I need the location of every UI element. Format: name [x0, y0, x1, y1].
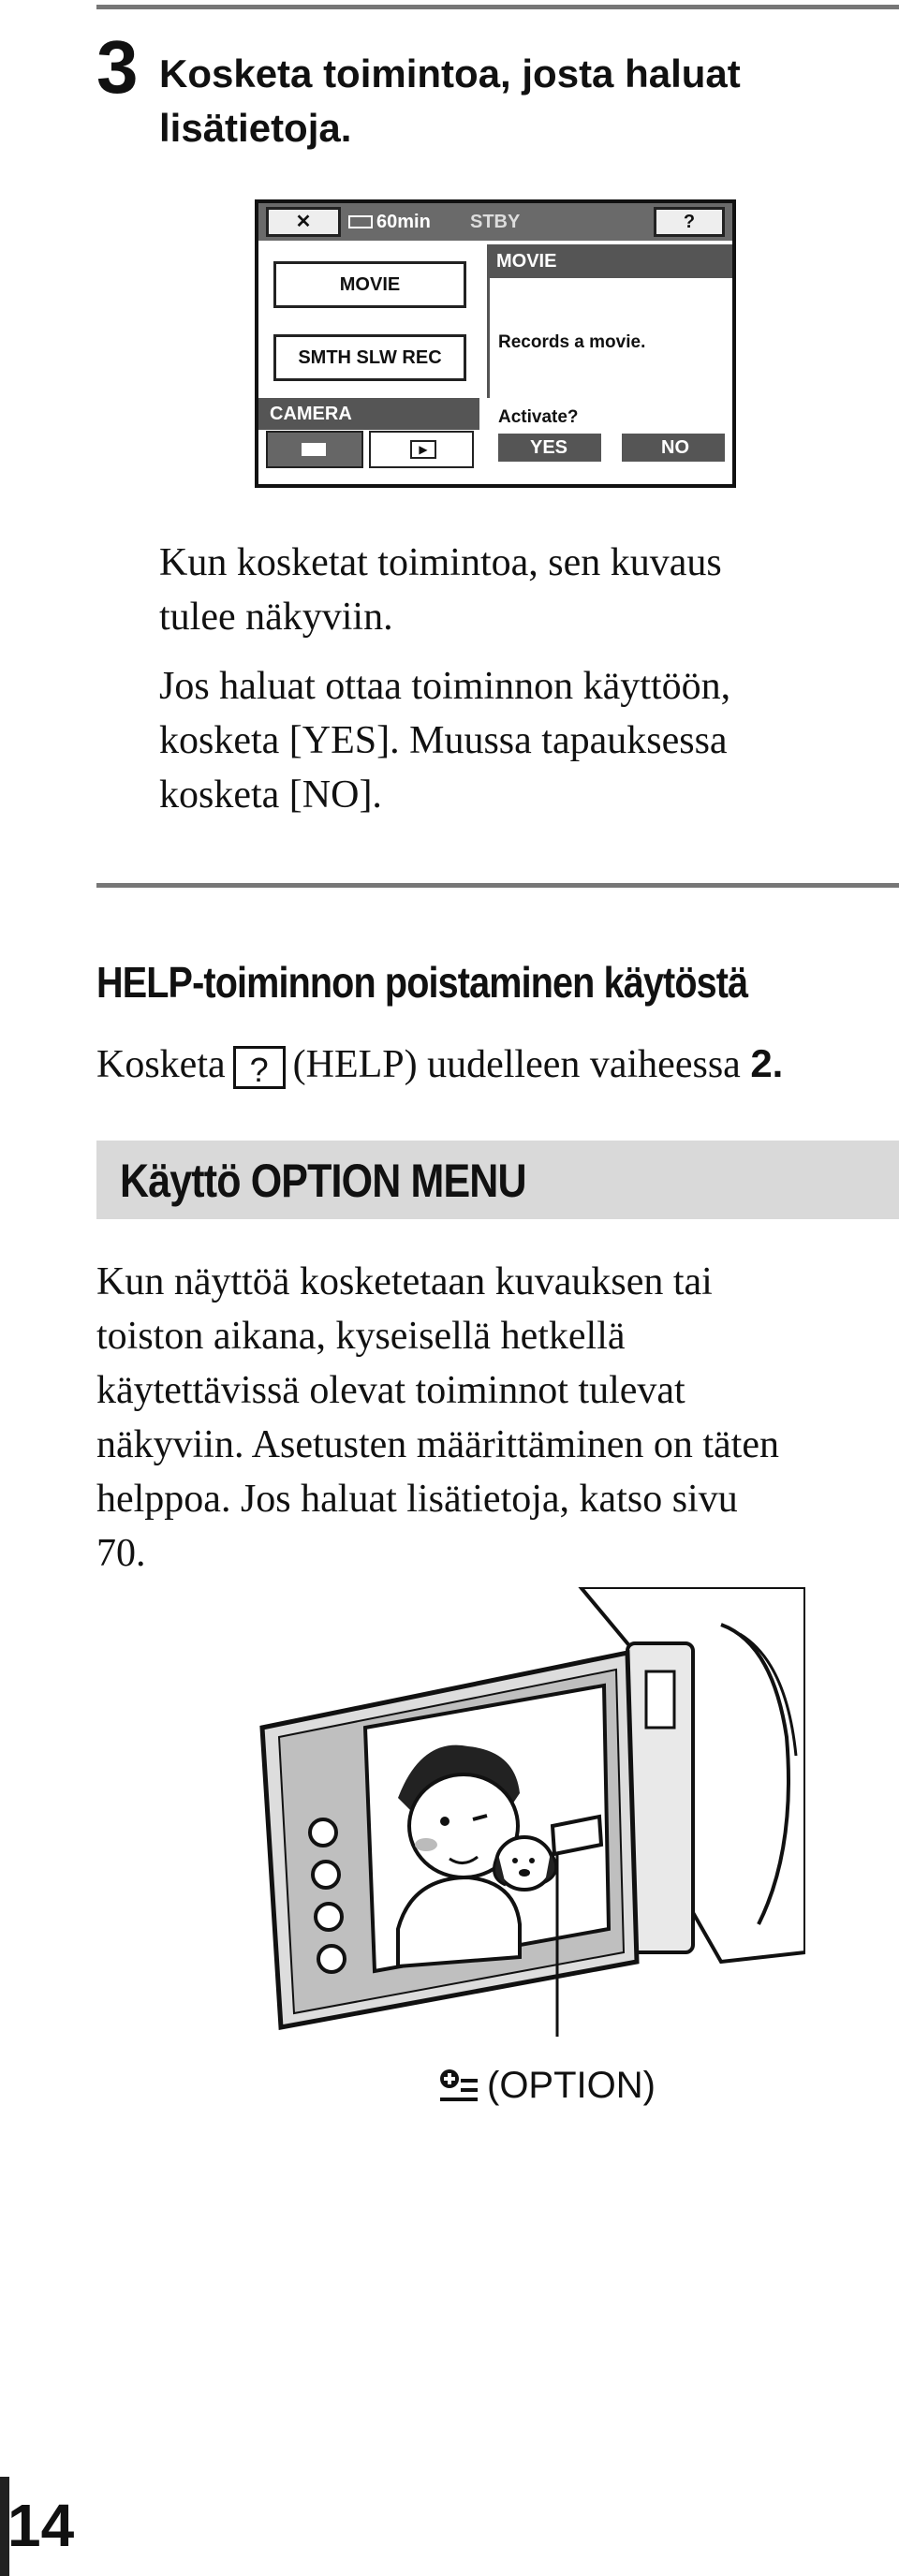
para-description — [159, 536, 722, 644]
panel-button-3 — [316, 1904, 342, 1930]
option-line4: näkyviin. Asetusten määrittäminen on täten — [96, 1423, 779, 1466]
option-label — [440, 2065, 656, 2107]
option-line5: helppoa. Jos haluat lisätietoja, katso sivu — [96, 1478, 738, 1521]
step-title-line1: Kosketa toimintoa, josta haluat — [159, 52, 741, 96]
lcd-close-button[interactable]: ✕ — [266, 207, 341, 237]
playback-icon: ▶ — [410, 440, 436, 459]
para1-line2: tulee näkyviin. — [159, 596, 393, 639]
option-icon — [440, 2069, 479, 2105]
stby-label: STBY — [470, 212, 521, 232]
para-activate — [159, 659, 730, 822]
panel-button-2 — [313, 1862, 339, 1888]
lcd-movie-button[interactable]: MOVIE — [273, 261, 466, 308]
lcd-smth-slw-rec-button[interactable]: SMTH SLW REC — [273, 334, 466, 381]
option-label-text: (OPTION) — [487, 2065, 656, 2106]
para2-line2: kosketa [YES]. Muussa tapauksessa — [159, 719, 728, 762]
section-rule — [96, 883, 899, 888]
lcd-panel-title: MOVIE — [496, 251, 557, 272]
battery-icon — [348, 215, 373, 228]
option-heading: Käyttö OPTION MENU — [120, 1155, 526, 1207]
option-line1: Kun näyttöä kosketetaan kuvauksen tai — [96, 1260, 713, 1303]
help-line — [96, 1037, 783, 1092]
help-icon: ? — [233, 1046, 286, 1089]
camcorder-illustration — [234, 1587, 805, 2055]
help-step-ref: 2. — [750, 1041, 784, 1085]
option-line3: käytettävissä olevat toiminnot tulevat — [96, 1369, 685, 1412]
para2-line3: kosketa [NO]. — [159, 773, 382, 817]
panel-button-4 — [318, 1946, 345, 1972]
lcd-yes-label: YES — [530, 437, 568, 458]
lcd-panel-desc: Records a movie. — [498, 332, 646, 352]
step-title-line2: lisätietoja. — [159, 106, 352, 150]
top-rule — [96, 5, 899, 9]
lcd-screen — [255, 199, 736, 488]
help-pre: Kosketa — [96, 1043, 226, 1086]
step-number: 3 — [96, 25, 139, 109]
option-line6: 70. — [96, 1532, 146, 1575]
option-body — [96, 1255, 779, 1581]
lcd-activate-label: Activate? — [498, 407, 579, 427]
panel-button-1 — [310, 1819, 336, 1846]
help-heading: HELP-toiminnon poistaminen käytöstä — [96, 958, 748, 1007]
para1-line1: Kun kosketat toimintoa, sen kuvaus — [159, 541, 722, 584]
lcd-tab-playback[interactable] — [369, 431, 474, 468]
page-number: 14 — [7, 2492, 75, 2559]
lcd-camera-label: CAMERA — [270, 404, 352, 424]
step-title — [159, 47, 741, 155]
lcd-help-button[interactable]: ? — [654, 207, 725, 237]
option-line2: toiston aikana, kyseisellä hetkellä — [96, 1315, 626, 1358]
lcd-no-label: NO — [661, 437, 689, 458]
help-post: (HELP) uudelleen vaiheessa — [292, 1043, 741, 1086]
para2-line1: Jos haluat ottaa toiminnon käyttöön, — [159, 665, 731, 708]
lcd-tab-camera[interactable] — [266, 431, 363, 468]
video-camera-icon — [302, 443, 326, 456]
battery-time: 60min — [376, 212, 431, 232]
